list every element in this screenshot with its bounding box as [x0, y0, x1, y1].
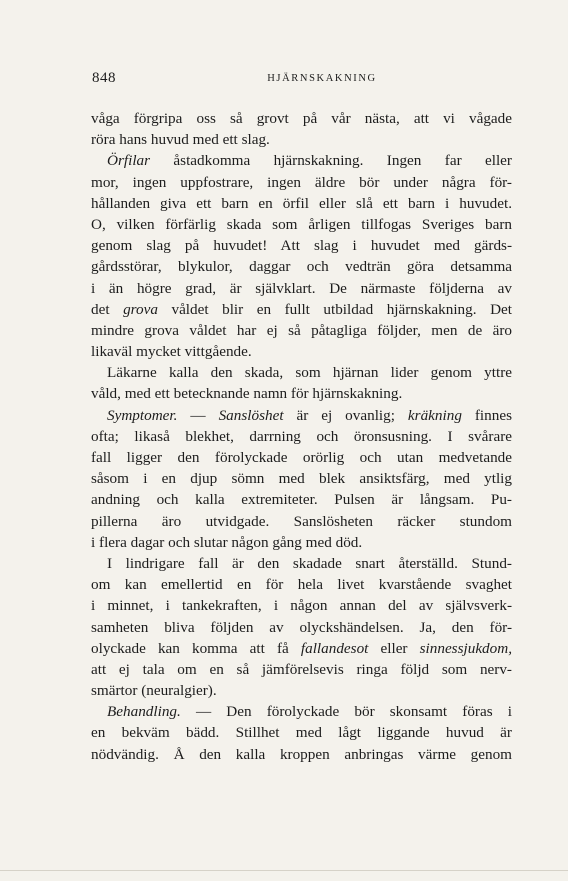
text-line: pillerna äro utvidgade. Sanslösheten räcker stundom — [91, 512, 512, 530]
line-text: det — [91, 300, 124, 318]
text-line: i än högre grad, är självklart. De närmaste följderna av — [91, 279, 512, 297]
line-text: olyckade kan komma att få — [91, 639, 301, 657]
text-line — [91, 299, 512, 320]
text-line: gårdsstörar, blykulor, daggar och vedträn göra detsamma — [91, 258, 512, 276]
text-line: såsom i en djup sömn med blek ansiktsfärg, med ytlig — [91, 470, 512, 488]
text-line: röra hans huvud med ett slag. — [91, 131, 270, 149]
text-line: fall ligger den förolyckade orörlig och utan medvetande — [91, 449, 512, 466]
italic-term: grova — [123, 300, 158, 318]
line-text: finnes — [461, 406, 512, 424]
running-head: HJÄRNSKAKNING — [267, 73, 377, 84]
line-text: våldet blir en fullt utbildad hjärnskakning. Det — [157, 300, 512, 318]
italic-term: kräkning — [407, 406, 462, 424]
text-line: I lindrigare fall är den skadade snart återställd. Stund- — [107, 554, 512, 572]
text-line: likaväl mycket vittgående. — [91, 343, 252, 361]
text-line: hållanden giva ett barn en örfil eller slå ett barn i huvudet. — [91, 194, 512, 212]
italic-term: fallandesot — [300, 639, 369, 657]
text-line: genom slag på huvudet! Att slag i huvudet med gärds- — [91, 237, 512, 255]
italic-term: Behandling. — [107, 703, 181, 721]
italic-term: Symptomer. — [107, 406, 178, 424]
text-line: andning och kalla extremiteter. Pulsen är långsam. Pu- — [91, 491, 512, 509]
page-edge-divider — [0, 870, 568, 871]
text-line: O, vilken förfärlig skada som årligen tillfogas Sveriges barn — [91, 215, 512, 233]
text-line: en bekväm bädd. Stillhet med lågt liggande huvud är — [91, 724, 512, 742]
text-line: i flera dagar och slutar någon gång med död. — [91, 533, 363, 551]
line-text: är ej ovanlig; — [283, 406, 408, 424]
text-line — [91, 405, 512, 426]
italic-term: Örfilar — [107, 152, 151, 170]
line-text: — — [177, 406, 219, 424]
line-text: — Den förolyckade bör skonsamt föras i — [180, 703, 512, 721]
text-line: smärtor (neuralgier). — [91, 682, 217, 700]
text-line — [91, 150, 512, 171]
text-line: våga förgripa oss så grovt på vår nästa, att vi vågade — [91, 110, 512, 127]
text-line: i minnet, i tankekraften, i någon annan del av självsverk- — [91, 597, 512, 615]
text-line: mor, ingen uppfostrare, ingen äldre bör under några för- — [91, 173, 512, 191]
page-number: 848 — [92, 70, 116, 86]
page-header — [92, 70, 512, 90]
text-line: ofta; likaså blekhet, darrning och öronsusning. I svårare — [91, 427, 512, 445]
italic-term: sinnessjukdom, — [419, 639, 513, 657]
text-line: att ej tala om en så jämförelsevis ringa följd som nerv- — [91, 660, 512, 678]
text-line: mindre grova våldet har ej så påtagliga följder, men de äro — [91, 321, 512, 339]
line-text: eller — [368, 639, 420, 657]
text-line: våld, med ett betecknande namn för hjärnskakning. — [91, 385, 403, 403]
text-line: nödvändig. Å den kalla kroppen anbringas värme genom — [91, 745, 512, 763]
line-text: åstadkomma hjärnskakning. Ingen far eller — [150, 152, 512, 170]
text-line: om kan emellertid en för hela livet kvarstående svaghet — [91, 576, 512, 594]
text-line — [91, 638, 512, 659]
italic-term: Sanslöshet — [218, 406, 284, 424]
body-text — [91, 108, 512, 765]
text-line: Läkarne kalla den skada, som hjärnan lider genom yttre — [107, 364, 512, 382]
text-line: samheten bliva följden av olyckshändelsen. Ja, den för- — [91, 618, 512, 636]
text-line — [91, 701, 512, 722]
